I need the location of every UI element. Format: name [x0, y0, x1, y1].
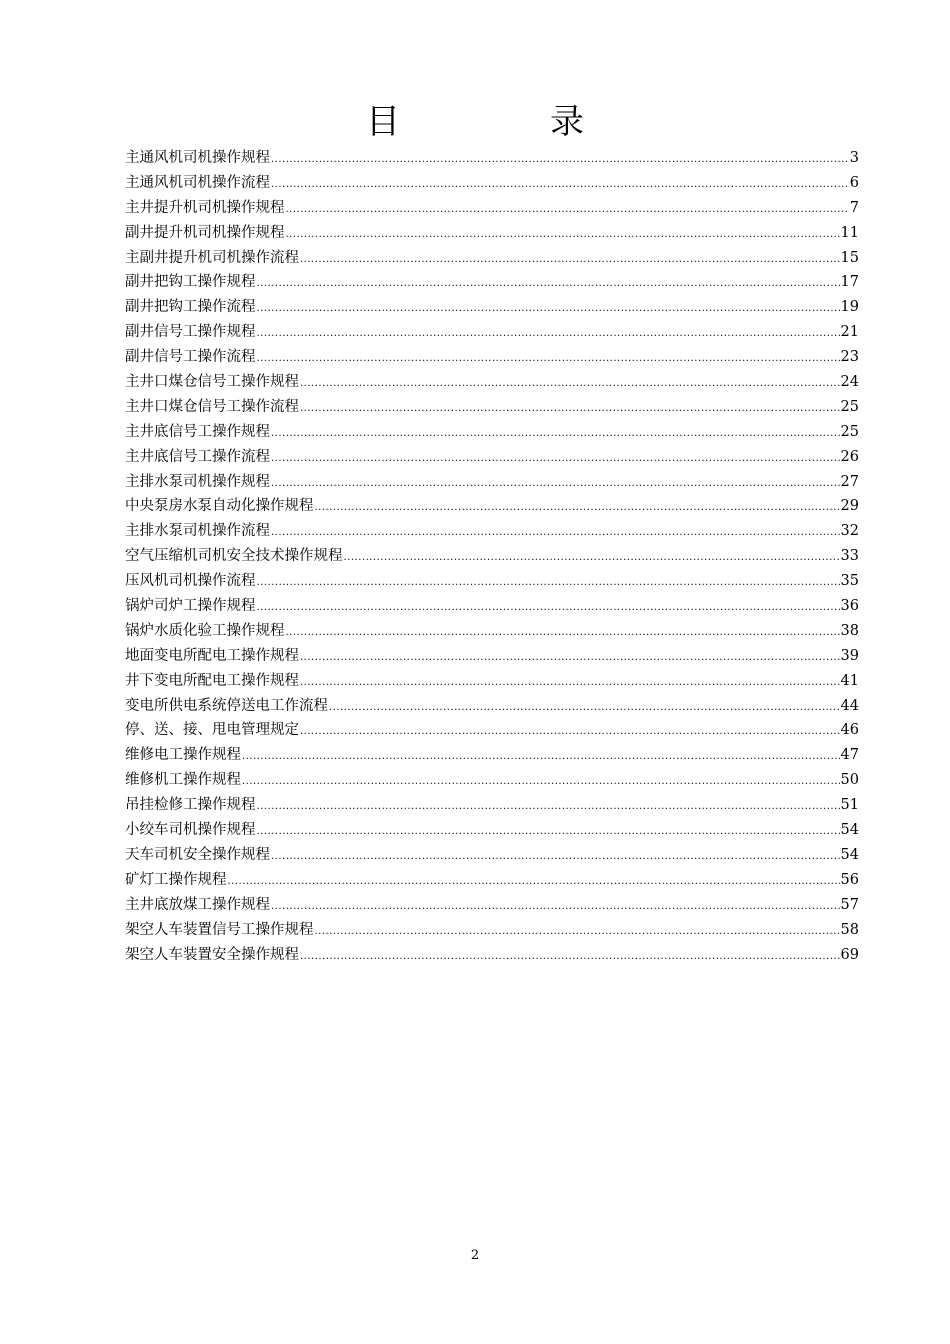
toc-entry[interactable] — [125, 445, 859, 470]
toc-entry[interactable] — [125, 519, 859, 544]
toc-entry[interactable] — [125, 569, 859, 594]
toc-dot-leader — [271, 521, 840, 546]
toc-entry-label: 压风机司机操作流程 — [125, 573, 256, 590]
toc-dot-leader — [271, 845, 840, 870]
toc-entry-label: 天车司机安全操作规程 — [125, 846, 270, 863]
toc-entry-page: 15 — [840, 249, 859, 266]
toc-entry-label: 矿灯工操作规程 — [125, 871, 227, 888]
toc-entry-label: 空气压缩机司机安全技术操作规程 — [125, 548, 343, 565]
toc-entry-page: 19 — [840, 299, 859, 316]
toc-entry-label: 变电所供电系统停送电工作流程 — [125, 697, 328, 714]
toc-entry-page: 36 — [840, 598, 859, 615]
toc-entry[interactable] — [125, 171, 859, 196]
toc-dot-leader — [257, 795, 840, 820]
toc-entry-label: 主井底放煤工操作规程 — [125, 896, 270, 913]
toc-entry-label: 维修电工操作规程 — [125, 747, 241, 764]
toc-dot-leader — [300, 372, 840, 397]
toc-dot-leader — [329, 696, 840, 721]
toc-entry-page: 46 — [840, 722, 859, 739]
toc-entry-page: 25 — [840, 423, 859, 440]
toc-entry-page: 23 — [840, 349, 859, 366]
toc-entry-label: 主井口煤仓信号工操作流程 — [125, 398, 299, 415]
toc-entry-page: 32 — [840, 523, 859, 540]
toc-dot-leader — [300, 646, 840, 671]
page-number: 2 — [470, 1248, 480, 1263]
toc-dot-leader — [242, 770, 840, 795]
toc-entry-label: 中央泵房水泵自动化操作规程 — [125, 498, 314, 515]
toc-dot-leader — [286, 198, 849, 223]
toc-entry[interactable] — [125, 295, 859, 320]
toc-entry[interactable] — [125, 918, 859, 943]
toc-dot-leader — [257, 297, 840, 322]
toc-dot-leader — [286, 621, 840, 646]
toc-entry-label: 架空人车装置信号工操作规程 — [125, 921, 314, 938]
toc-dot-leader — [228, 870, 840, 895]
toc-entry-label: 停、送、接、甩电管理规定 — [125, 722, 299, 739]
toc-entry-page: 3 — [849, 150, 859, 166]
toc-entry[interactable] — [125, 893, 859, 918]
toc-entry-label: 井下变电所配电工操作规程 — [125, 672, 299, 689]
toc-entry-label: 架空人车装置安全操作规程 — [125, 946, 299, 963]
toc-entry-label: 锅炉司炉工操作规程 — [125, 598, 256, 615]
toc-entry-page: 38 — [840, 622, 859, 639]
toc-entry-page: 11 — [840, 224, 859, 241]
toc-entry[interactable] — [125, 843, 859, 868]
toc-entry-page: 26 — [840, 448, 859, 465]
page-title: 目录 — [366, 102, 734, 142]
toc-entry-label: 锅炉水质化验工操作规程 — [125, 622, 285, 639]
toc-entry-label: 维修机工操作规程 — [125, 772, 241, 789]
toc-entry[interactable] — [125, 669, 859, 694]
toc-entry-page: 47 — [840, 747, 859, 764]
toc-dot-leader — [300, 248, 840, 273]
toc-entry-label: 主排水泵司机操作流程 — [125, 523, 270, 540]
toc-entry-page: 6 — [849, 174, 859, 191]
toc-entry-page: 58 — [840, 921, 859, 938]
toc-dot-leader — [257, 347, 840, 372]
toc-dot-leader — [271, 173, 849, 198]
toc-entry-label: 吊挂检修工操作规程 — [125, 797, 256, 814]
toc-entry[interactable] — [125, 943, 859, 968]
toc-entry-page: 44 — [840, 697, 859, 714]
toc-dot-leader — [257, 820, 840, 845]
toc-entry-label: 副井信号工操作流程 — [125, 349, 256, 366]
toc-entry[interactable] — [125, 345, 859, 370]
toc-entry-page: 50 — [840, 772, 859, 789]
toc-dot-leader — [286, 223, 840, 248]
toc-entry-page: 27 — [840, 473, 859, 490]
toc-entry-page: 17 — [840, 274, 859, 291]
toc-dot-leader — [300, 720, 840, 745]
toc-entry[interactable] — [125, 146, 859, 171]
toc-entry-label: 主井底信号工操作规程 — [125, 423, 270, 440]
toc-entry-label: 主井提升机司机操作规程 — [125, 199, 285, 216]
toc-entry[interactable] — [125, 868, 859, 893]
toc-dot-leader — [271, 148, 849, 173]
toc-dot-leader — [271, 895, 840, 920]
toc-entry[interactable] — [125, 221, 859, 246]
toc-entry[interactable] — [125, 818, 859, 843]
toc-entry[interactable] — [125, 644, 859, 669]
toc-dot-leader — [300, 397, 840, 422]
toc-entry-label: 主副井提升机司机操作流程 — [125, 249, 299, 266]
toc-entry[interactable] — [125, 793, 859, 818]
toc-entry[interactable] — [125, 544, 859, 569]
toc-entry-page: 25 — [840, 398, 859, 415]
toc-dot-leader — [300, 671, 840, 696]
toc-entry-page: 33 — [840, 548, 859, 565]
toc-entry[interactable] — [125, 594, 859, 619]
toc-entry[interactable] — [125, 718, 859, 743]
toc-entry-page: 57 — [840, 896, 859, 913]
toc-entry[interactable] — [125, 370, 859, 395]
toc-entry-page: 54 — [840, 846, 859, 863]
toc-entry[interactable] — [125, 694, 859, 719]
toc-entry-page: 39 — [840, 647, 859, 664]
toc-entry-page: 7 — [849, 199, 859, 216]
toc-dot-leader — [271, 472, 840, 497]
toc-entry[interactable] — [125, 619, 859, 644]
toc-dot-leader — [257, 322, 840, 347]
toc-entry[interactable] — [125, 246, 859, 271]
toc-entry-page: 24 — [840, 374, 859, 391]
toc-entry-page: 56 — [840, 871, 859, 888]
toc-entry[interactable] — [125, 196, 859, 221]
toc-entry[interactable] — [125, 494, 859, 519]
toc-dot-leader — [257, 596, 840, 621]
toc-entry-label: 主井口煤仓信号工操作规程 — [125, 374, 299, 391]
toc-entry-page: 41 — [840, 672, 859, 689]
toc-dot-leader — [242, 745, 840, 770]
toc-entry-page: 21 — [840, 324, 859, 341]
toc-entry-label: 副井把钩工操作流程 — [125, 299, 256, 316]
toc-entry[interactable] — [125, 320, 859, 345]
toc-entry[interactable] — [125, 395, 859, 420]
table-of-contents — [125, 146, 859, 967]
toc-entry-page: 29 — [840, 498, 859, 515]
toc-entry-page: 51 — [840, 797, 859, 814]
toc-entry-label: 主通风机司机操作流程 — [125, 174, 270, 191]
toc-dot-leader — [271, 422, 840, 447]
toc-entry-label: 副井把钩工操作规程 — [125, 274, 256, 291]
toc-entry[interactable] — [125, 420, 859, 445]
toc-dot-leader — [300, 945, 840, 970]
toc-dot-leader — [257, 571, 840, 596]
toc-entry-label: 副井信号工操作规程 — [125, 324, 256, 341]
toc-entry-label: 主排水泵司机操作规程 — [125, 473, 270, 490]
toc-dot-leader — [271, 447, 840, 472]
toc-entry-label: 小绞车司机操作规程 — [125, 822, 256, 839]
toc-entry[interactable] — [125, 768, 859, 793]
toc-entry-label: 地面变电所配电工操作规程 — [125, 647, 299, 664]
toc-entry-page: 54 — [840, 822, 859, 839]
toc-entry[interactable] — [125, 743, 859, 768]
toc-entry-page: 69 — [840, 946, 859, 963]
toc-dot-leader — [257, 272, 840, 297]
toc-entry[interactable] — [125, 470, 859, 495]
toc-entry-page: 35 — [840, 573, 859, 590]
toc-dot-leader — [344, 546, 840, 571]
toc-dot-leader — [315, 496, 840, 521]
toc-entry-label: 副井提升机司机操作规程 — [125, 224, 285, 241]
toc-entry-label: 主井底信号工操作流程 — [125, 448, 270, 465]
toc-entry-label: 主通风机司机操作规程 — [125, 150, 270, 166]
toc-dot-leader — [315, 920, 840, 945]
toc-entry[interactable] — [125, 270, 859, 295]
